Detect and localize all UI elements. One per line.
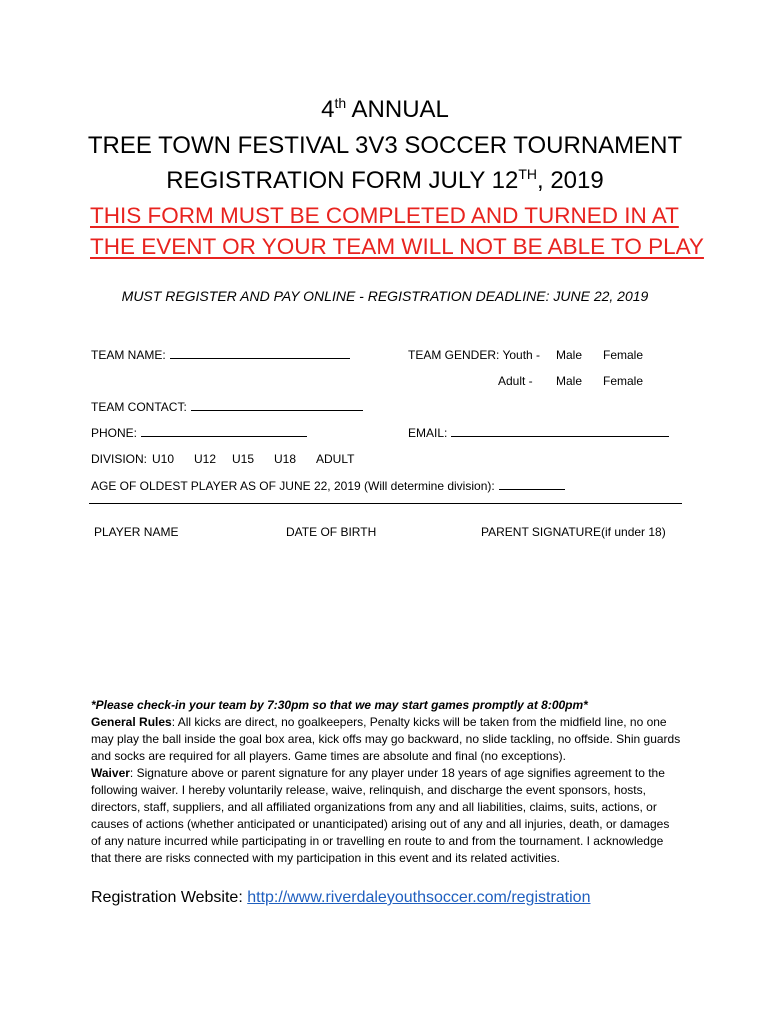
oldest-player-blank[interactable]: [499, 478, 565, 490]
rules-and-waiver-section: [91, 697, 681, 867]
warning-line-1: THIS FORM MUST BE COMPLETED AND TURNED IN AT: [90, 203, 679, 228]
waiver-paragraph: [91, 765, 681, 867]
title-date-prefix: REGISTRATION FORM JULY 12: [166, 167, 519, 194]
waiver-text: : Signature above or parent signature for any player under 18 years of age signifies agreement to the following waiver. I hereby voluntarily release, waive, relinquish, and discharge the event sponsors, hosts, directors, staff, suppliers, and all affiliated organizations from any and all liabilities, claims, suits, actions, or causes of actions (whether anticipated or unanticipated) arising out of any and all injuries, death, or damages of any nature incurred while participating in or travelling en route to and from the tournament. I acknowledge that there are risks connected with my participation in this event and its related activities.: [91, 766, 670, 865]
registration-website-label: Registration Website:: [91, 889, 248, 906]
youth-male-option[interactable]: Male: [556, 348, 583, 362]
oldest-player-field[interactable]: [91, 478, 565, 494]
section-divider: [89, 503, 682, 504]
phone-label: PHONE:: [91, 426, 138, 440]
adult-male-option[interactable]: Male: [556, 374, 583, 388]
email-blank[interactable]: [451, 425, 669, 437]
team-contact-label: TEAM CONTACT:: [91, 400, 187, 414]
adult-gender-label: Adult -: [498, 374, 533, 388]
title-line-annual: [0, 95, 770, 125]
phone-field[interactable]: [91, 425, 307, 441]
general-rules-text: : All kicks are direct, no goalkeepers, Penalty kicks will be taken from the midfield line, no one may play the ball inside the goal box area, kick offs may go backward, no slide tackling, no offside. Shin guards and socks are required for all players. Game times are absolute and final (no exceptions).: [91, 715, 681, 763]
team-gender-label: TEAM GENDER: Youth -: [408, 348, 541, 362]
email-field[interactable]: [408, 425, 669, 441]
checkin-note: *Please check-in your team by 7:30pm so that we may start games promptly at 8:00pm*: [91, 698, 588, 712]
division-option-u15[interactable]: U15: [232, 452, 255, 466]
roster-header-player-name: PLAYER NAME: [94, 525, 179, 539]
division-option-u10[interactable]: U10: [152, 452, 175, 466]
title-ordinal-number: 4: [321, 96, 335, 123]
registration-deadline-note: MUST REGISTER AND PAY ONLINE - REGISTRATION DEADLINE: JUNE 22, 2019: [121, 288, 649, 304]
warning-line-2: THE EVENT OR YOUR TEAM WILL NOT BE ABLE TO PLAY: [90, 234, 704, 259]
title-registration-date: [0, 166, 770, 196]
title-ordinal-suffix: th: [334, 95, 347, 111]
team-contact-field[interactable]: [91, 399, 363, 415]
waiver-heading: Waiver: [91, 766, 130, 780]
oldest-player-label: AGE OF OLDEST PLAYER AS OF JUNE 22, 2019 (Will determine division):: [91, 479, 495, 493]
team-name-blank[interactable]: [170, 347, 350, 359]
title-annual-text: ANNUAL: [346, 96, 449, 123]
title-tournament-name: TREE TOWN FESTIVAL 3V3 SOCCER TOURNAMENT: [87, 132, 683, 159]
division-label: DIVISION:: [91, 452, 148, 466]
youth-female-option[interactable]: Female: [603, 348, 644, 362]
general-rules-paragraph: [91, 714, 681, 765]
registration-website-line: [91, 889, 590, 907]
general-rules-heading: General Rules: [91, 715, 172, 729]
roster-header-date-of-birth: DATE OF BIRTH: [286, 525, 377, 539]
division-option-u12[interactable]: U12: [194, 452, 217, 466]
division-option-u18[interactable]: U18: [274, 452, 297, 466]
adult-female-option[interactable]: Female: [603, 374, 644, 388]
phone-blank[interactable]: [141, 425, 307, 437]
email-label: EMAIL:: [408, 426, 448, 440]
team-name-field[interactable]: [91, 347, 350, 363]
division-option-adult[interactable]: ADULT: [316, 452, 355, 466]
title-date-suffix: TH: [518, 166, 537, 182]
team-name-label: TEAM NAME:: [91, 348, 166, 362]
roster-header-parent-signature: PARENT SIGNATURE(if under 18): [481, 525, 666, 539]
registration-website-link[interactable]: http://www.riverdaleyouthsoccer.com/registration: [247, 889, 591, 906]
team-contact-blank[interactable]: [191, 399, 363, 411]
title-date-year: , 2019: [537, 167, 604, 194]
